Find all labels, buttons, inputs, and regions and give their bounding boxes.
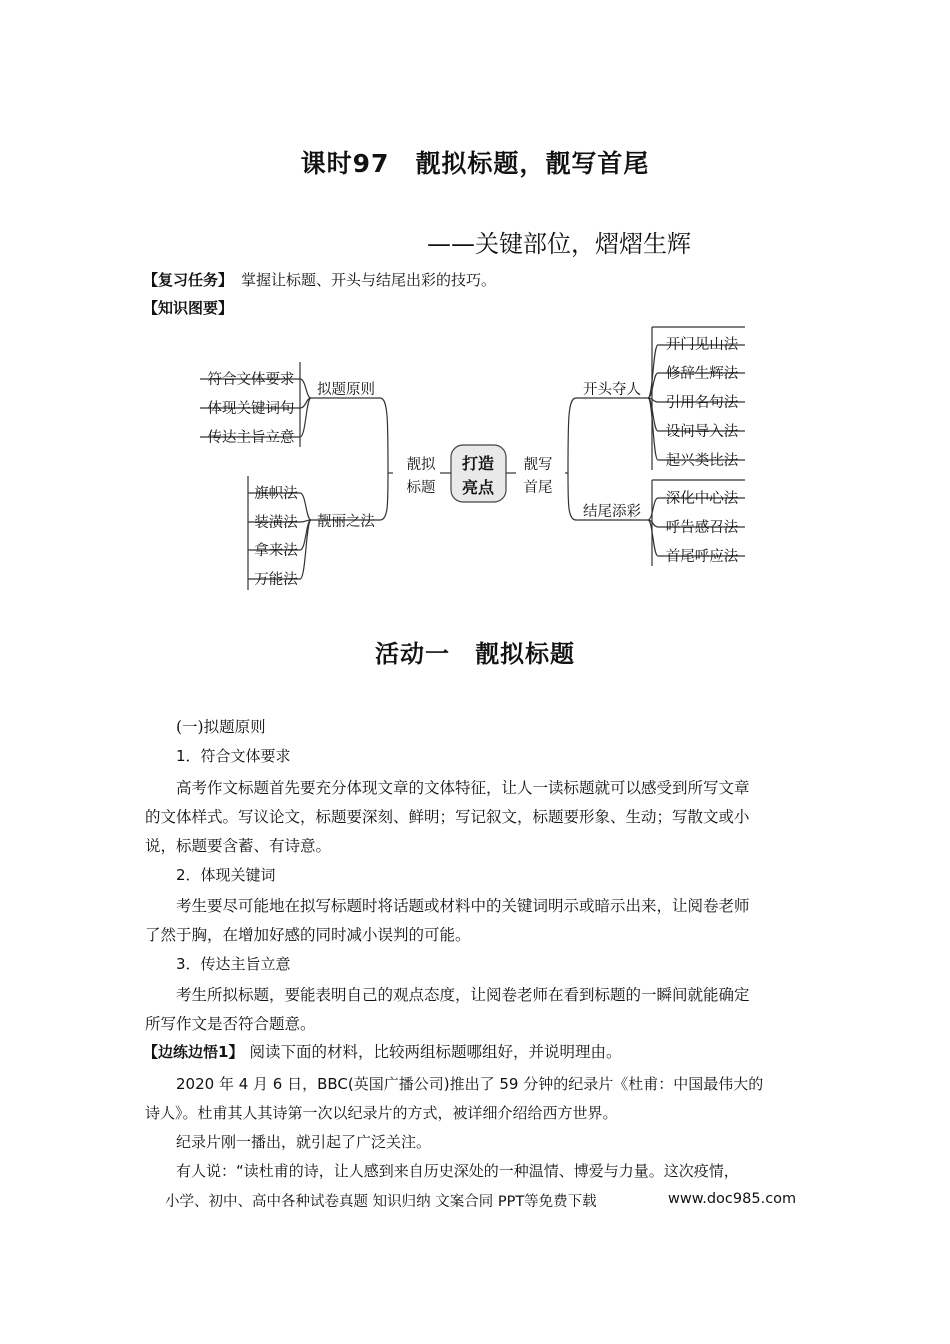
material-body: [145, 1070, 825, 1186]
mindmap-principle-item: 传达主旨立意: [207, 430, 295, 446]
practice-text: 阅读下面的材料，比较两组标题哪组好，并说明理由。: [249, 1043, 622, 1061]
body-line: 的文体样式。写议论文，标题要深刻、鲜明；写记叙文，标题要形象、生动；写散文或小: [145, 808, 750, 826]
mindmap-opening-item: 设问导入法: [665, 424, 739, 440]
mind-map: [0, 0, 950, 600]
body-line: 考生所拟标题，要能表明自己的观点态度，让阅卷老师在看到标题的一瞬间就能确定: [176, 986, 750, 1004]
item-heading: 3．传达主旨立意: [176, 955, 291, 973]
mindmap-opening-item: 起兴类比法: [665, 453, 739, 469]
mindmap-left-branch-line2: 标题: [406, 480, 436, 496]
page-title: 课时97 靓拟标题，靓写首尾: [300, 149, 650, 178]
knowledge-map-label: 【知识图要】: [143, 299, 234, 317]
item-heading: 1．符合文体要求: [176, 747, 291, 765]
review-task-label: 【复习任务】: [143, 271, 234, 289]
item2-body: [145, 892, 815, 950]
mindmap-methods-label: 靓丽之法: [317, 514, 375, 530]
mindmap-ending-item: 首尾呼应法: [665, 549, 739, 565]
item-heading: 2．体现关键词: [176, 866, 276, 884]
mindmap-opening-item: 引用名句法: [665, 395, 739, 411]
footer-url[interactable]: www.doc985.com: [668, 1191, 797, 1207]
mindmap-principles-label: 拟题原则: [317, 382, 375, 398]
mindmap-opening-item: 开门见山法: [665, 337, 739, 353]
material-line: 2020 年 4 月 6 日，BBC(英国广播公司)推出了 59 分钟的纪录片《杜甫：中国最伟大的: [176, 1075, 764, 1093]
body-line: 考生要尽可能地在拟写标题时将话题或材料中的关键词明示或暗示出来，让阅卷老师: [176, 897, 750, 915]
footer-text: 小学、初中、高中各种试卷真题 知识归纳 文案合同 PPT等免费下载: [165, 1194, 597, 1210]
section-heading: (一)拟题原则: [176, 718, 266, 736]
mindmap-center-line2: 亮点: [461, 478, 495, 497]
mindmap-method-item: 装潢法: [254, 515, 298, 531]
mindmap-method-item: 拿来法: [254, 543, 298, 559]
mindmap-ending-item: 呼告感召法: [665, 520, 739, 536]
material-line: 有人说：“读杜甫的诗，让人感到来自历史深处的一种温情、博爱与力量。这次疫情，: [176, 1162, 739, 1180]
material-line: 纪录片刚一播出，就引起了广泛关注。: [176, 1133, 432, 1151]
mindmap-principle-item: 符合文体要求: [207, 372, 295, 388]
mindmap-principle-item: 体现关键词句: [207, 401, 295, 417]
mindmap-center-line1: 打造: [461, 454, 495, 473]
mindmap-method-item: 旗帜法: [254, 486, 298, 502]
mindmap-left-branch-line1: 靓拟: [406, 457, 436, 473]
item1-body: [145, 774, 815, 861]
body-line: 了然于胸，在增加好感的同时减小误判的可能。: [145, 926, 471, 944]
mindmap-right-branch-line1: 靓写: [523, 457, 553, 473]
review-task-text: 掌握让标题、开头与结尾出彩的技巧。: [241, 271, 497, 289]
mindmap-ending-label: 结尾添彩: [583, 504, 641, 520]
mindmap-ending-item: 深化中心法: [665, 491, 739, 507]
item3-body: [145, 981, 815, 1039]
page-subtitle: ——关键部位，熠熠生辉: [427, 230, 691, 258]
body-line: 说，标题要含蓄、有诗意。: [145, 837, 332, 855]
material-line: 诗人》。杜甫其人其诗第一次以纪录片的方式，被详细介绍给西方世界。: [145, 1104, 618, 1122]
mindmap-right-branch-line2: 首尾: [523, 480, 553, 496]
practice-prompt: [143, 1038, 621, 1067]
activity-title: 活动一 靓拟标题: [375, 640, 575, 668]
mindmap-method-item: 万能法: [254, 572, 298, 588]
mindmap-opening-label: 开头夺人: [583, 382, 641, 398]
practice-label: 【边练边悟1】: [143, 1043, 244, 1061]
mindmap-opening-item: 修辞生辉法: [665, 366, 739, 382]
body-line: 所写作文是否符合题意。: [145, 1015, 316, 1033]
body-line: 高考作文标题首先要充分体现文章的文体特征，让人一读标题就可以感受到所写文章: [176, 779, 750, 797]
